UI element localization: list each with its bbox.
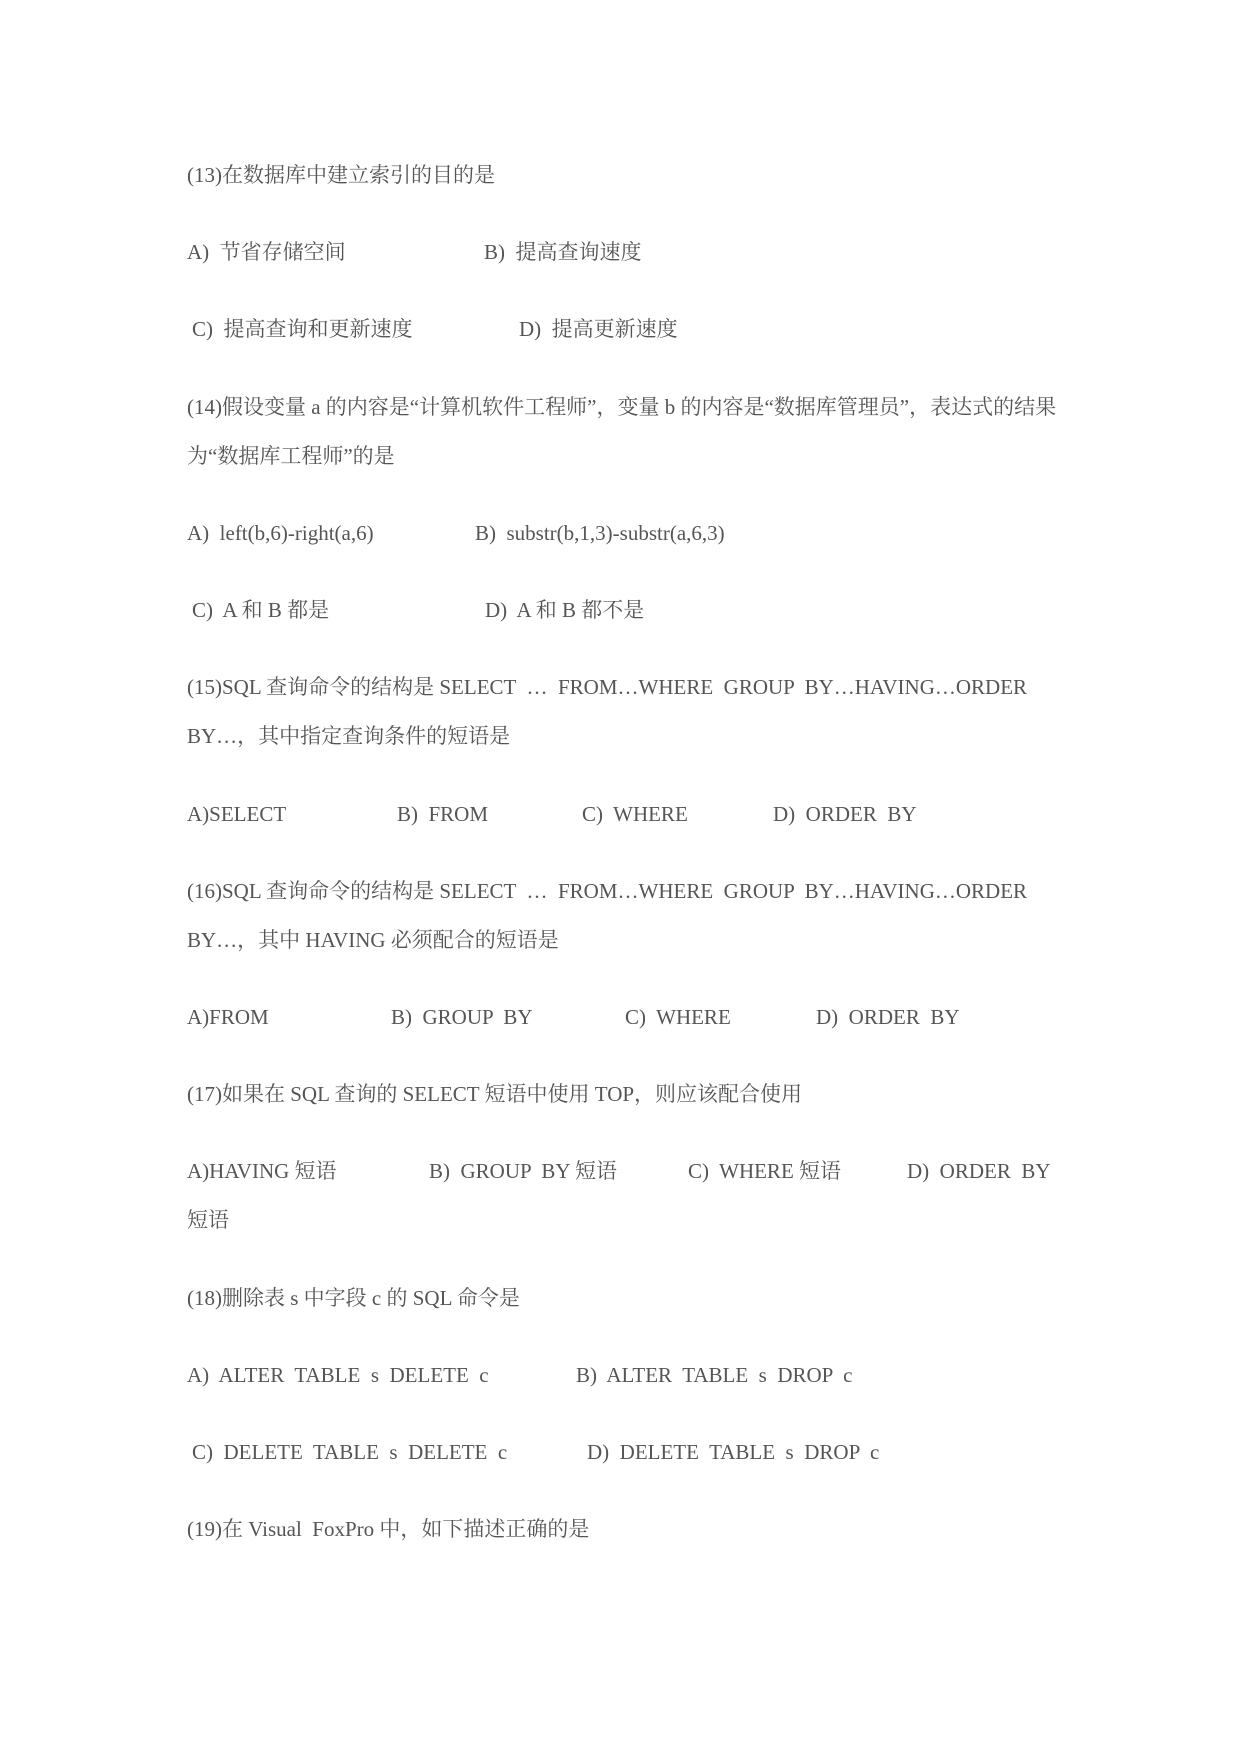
q16-option-d: D) ORDER BY: [816, 1005, 960, 1029]
q14-option-b: B) substr(b,1,3)-substr(a,6,3): [475, 521, 725, 545]
q13-option-a: A) 节省存储空间: [187, 240, 346, 264]
q17-option-c: C) WHERE 短语: [688, 1159, 842, 1183]
q18-option-a: A) ALTER TABLE s DELETE c: [187, 1363, 489, 1387]
question-17: (17)如果在 SQL 查询的 SELECT 短语中使用 TOP，则应该配合使用: [187, 1082, 803, 1106]
question-15-line-2: BY…，其中指定查询条件的短语是: [187, 724, 511, 748]
question-15-line-1: (15)SQL 查询命令的结构是 SELECT … FROM…WHERE GROUP BY…HAVING…ORDER: [187, 675, 1028, 699]
q16-option-c: C) WHERE: [625, 1005, 731, 1029]
question-16-line-2: BY…，其中 HAVING 必须配合的短语是: [187, 928, 559, 952]
q14-option-a: A) left(b,6)-right(a,6): [187, 521, 374, 545]
q16-option-b: B) GROUP BY: [391, 1005, 533, 1029]
question-13: (13)在数据库中建立索引的目的是: [187, 163, 495, 187]
q14-option-c: C) A 和 B 都是: [192, 598, 330, 622]
q18-option-c: C) DELETE TABLE s DELETE c: [192, 1440, 508, 1464]
question-19: (19)在 Visual FoxPro 中，如下描述正确的是: [187, 1517, 590, 1541]
q15-option-c: C) WHERE: [582, 802, 688, 826]
q13-option-c: C) 提高查询和更新速度: [192, 317, 413, 341]
q17-option-a: A)HAVING 短语: [187, 1159, 337, 1183]
q17-option-d: D) ORDER BY: [907, 1159, 1051, 1183]
question-18: (18)删除表 s 中字段 c 的 SQL 命令是: [187, 1286, 520, 1310]
q15-option-b: B) FROM: [397, 802, 489, 826]
q18-option-d: D) DELETE TABLE s DROP c: [587, 1440, 880, 1464]
question-16-line-1: (16)SQL 查询命令的结构是 SELECT … FROM…WHERE GROUP BY…HAVING…ORDER: [187, 879, 1028, 903]
q15-option-a: A)SELECT: [187, 802, 287, 826]
q18-option-b: B) ALTER TABLE s DROP c: [576, 1363, 853, 1387]
q15-option-d: D) ORDER BY: [773, 802, 917, 826]
q14-option-d: D) A 和 B 都不是: [485, 598, 645, 622]
q16-option-a: A)FROM: [187, 1005, 269, 1029]
question-14-line-1: (14)假设变量 a 的内容是“计算机软件工程师”，变量 b 的内容是“数据库管理员”，表达式的结果: [187, 395, 1057, 419]
q17-option-d-continuation: 短语: [187, 1208, 229, 1232]
q13-option-b: B) 提高查询速度: [484, 240, 642, 264]
q17-option-b: B) GROUP BY 短语: [429, 1159, 618, 1183]
q13-option-d: D) 提高更新速度: [519, 317, 678, 341]
question-14-line-2: 为“数据库工程师”的是: [187, 444, 395, 468]
